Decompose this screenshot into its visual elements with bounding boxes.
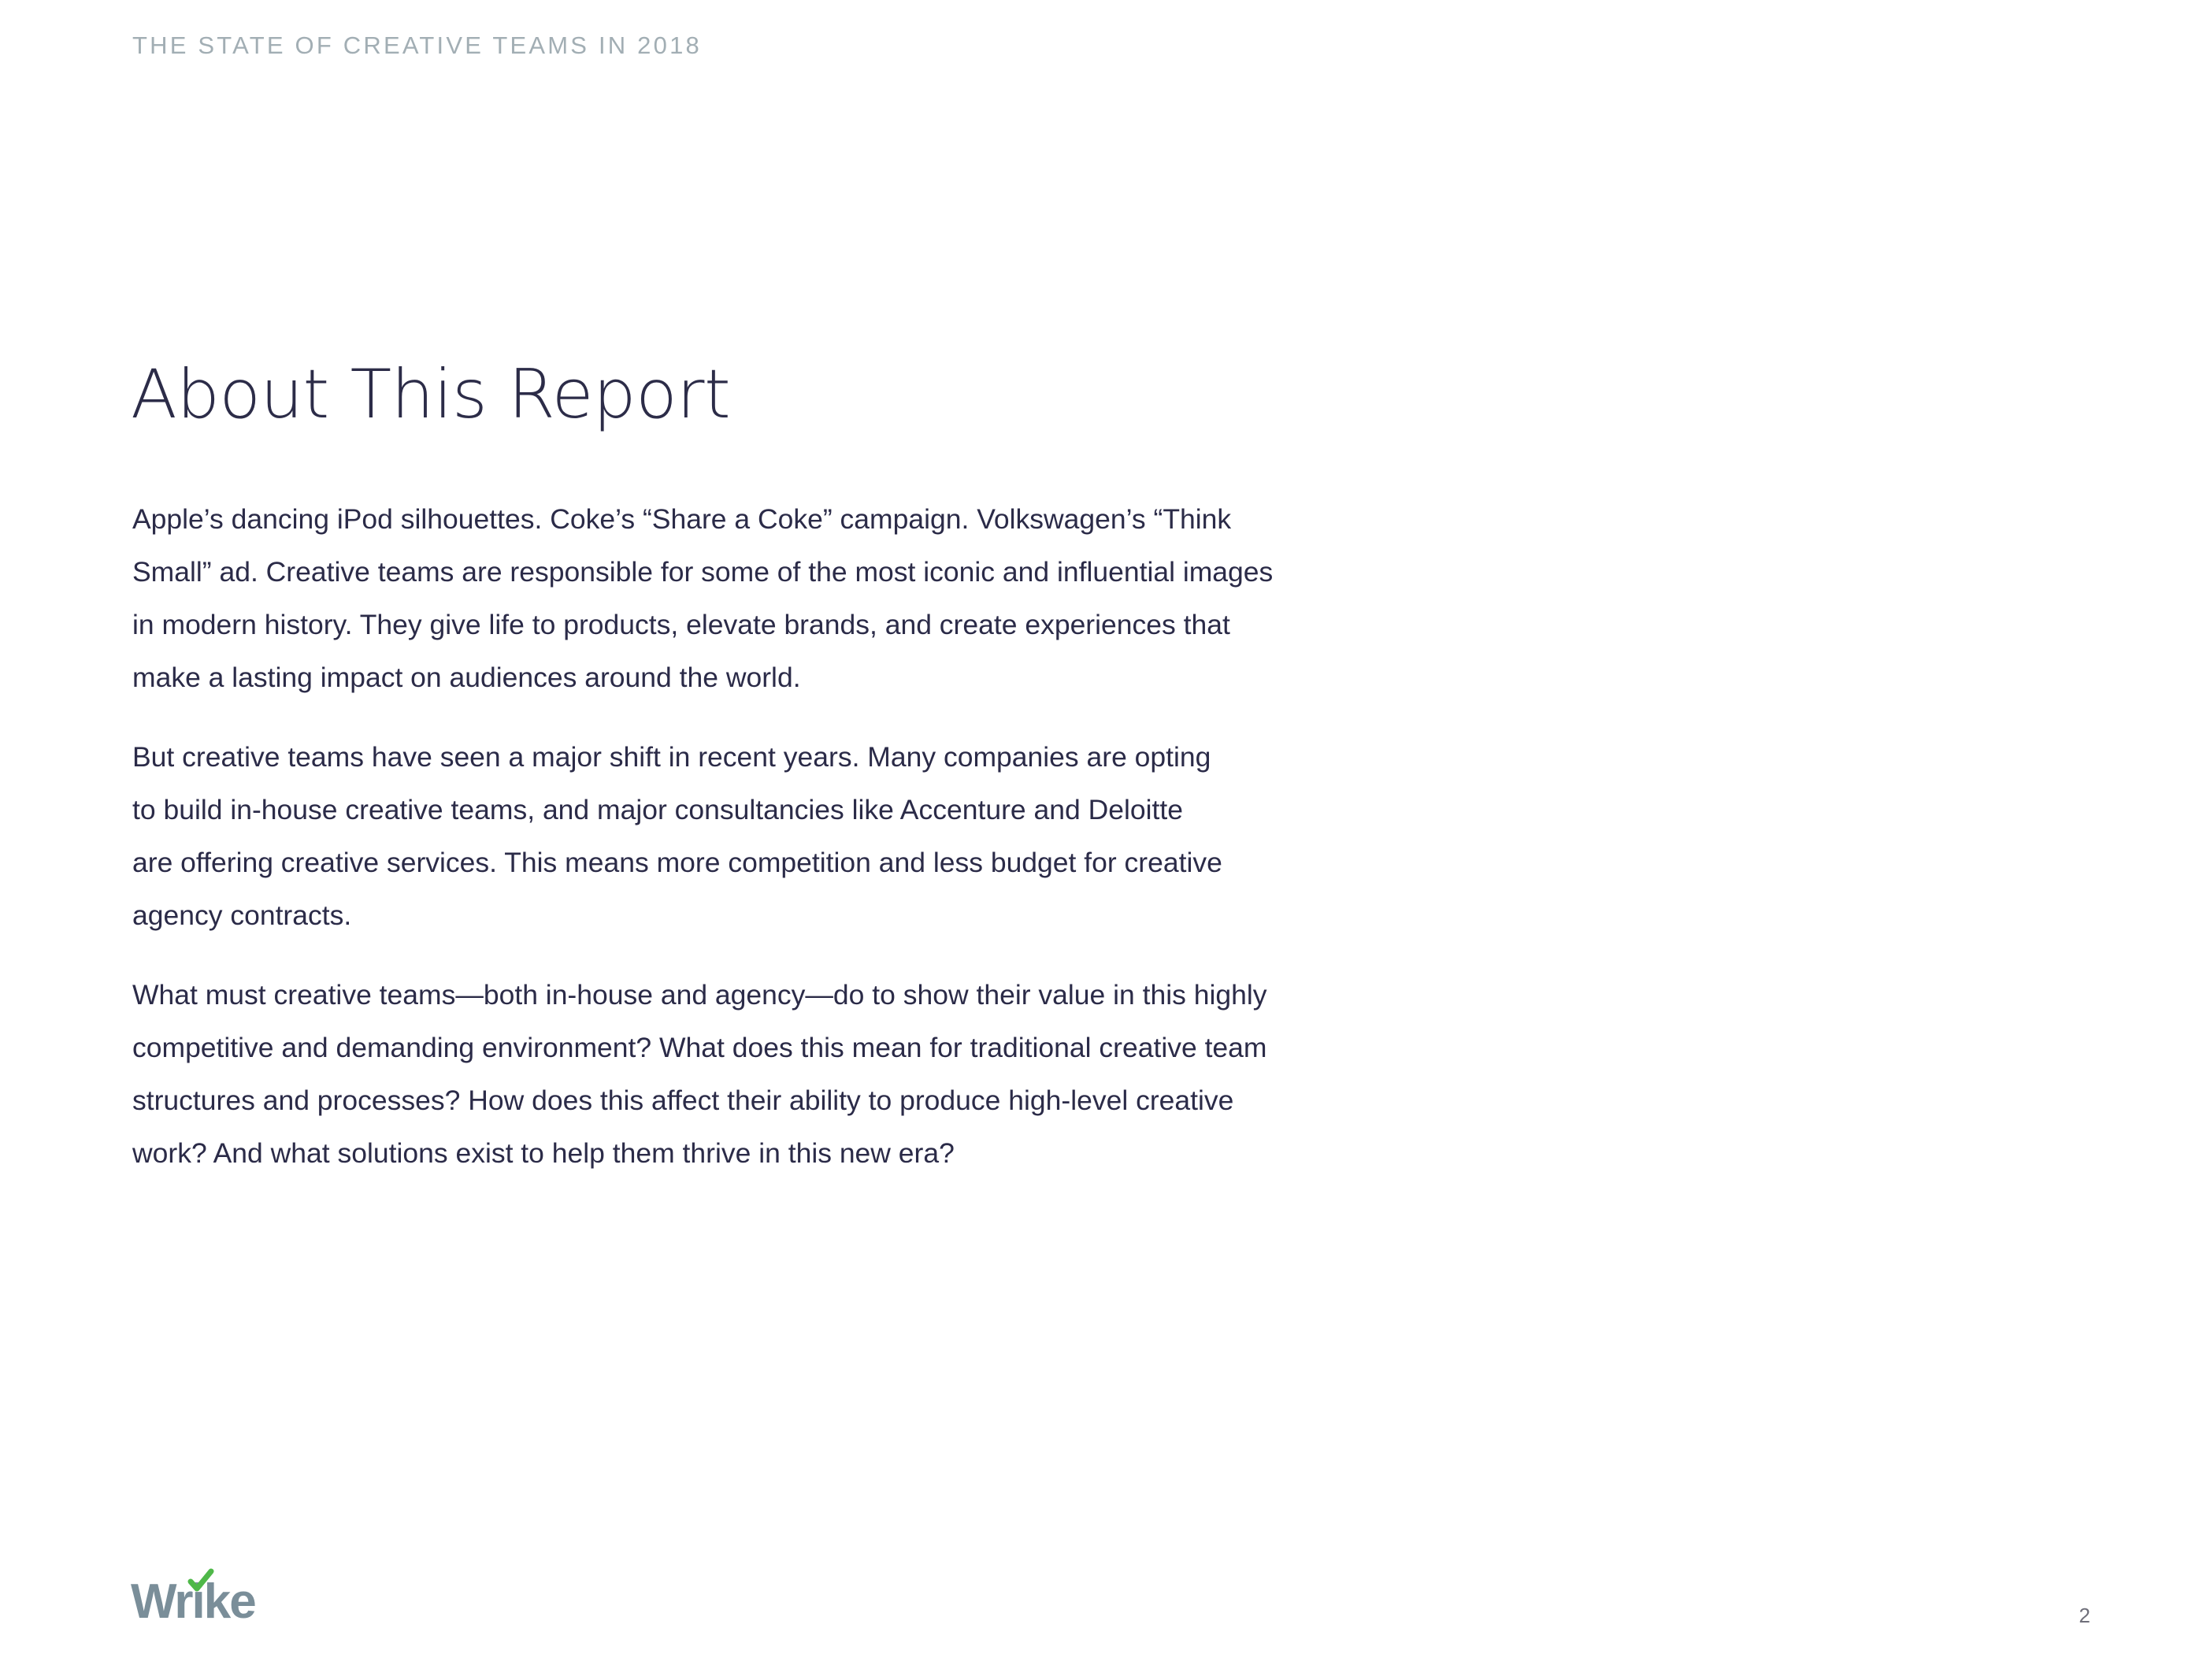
report-body — [132, 493, 1424, 1207]
paragraph-shift — [132, 731, 1424, 942]
paragraph-questions — [132, 969, 1424, 1180]
paragraph-line: structures and processes? How does this affect their ability to produce high-level creative — [132, 1085, 1234, 1116]
paragraph-line: work? And what solutions exist to help them thrive in this new era? — [132, 1137, 955, 1169]
wrike-wordmark: Wrike — [131, 1574, 255, 1624]
paragraph-line: are offering creative services. This means more competition and less budget for creative — [132, 847, 1222, 878]
paragraph-line: to build in-house creative teams, and major consultancies like Accenture and Deloitte — [132, 794, 1183, 825]
paragraph-line: But creative teams have seen a major shift in recent years. Many companies are opting — [132, 741, 1211, 773]
paragraph-line: competitive and demanding environment? What does this mean for traditional creative team — [132, 1032, 1267, 1063]
paragraph-line: agency contracts. — [132, 899, 352, 931]
wrike-logo — [131, 1567, 266, 1624]
paragraph-intro — [132, 493, 1424, 704]
page-number: 2 — [2079, 1604, 2090, 1627]
paragraph-line: in modern history. They give life to products, elevate brands, and create experiences that — [132, 609, 1230, 640]
wrike-logo-graphic — [131, 1567, 266, 1624]
paragraph-line: Apple’s dancing iPod silhouettes. Coke’s “Share a Coke” campaign. Volkswagen’s “Think — [132, 503, 1232, 535]
running-header: THE STATE OF CREATIVE TEAMS IN 2018 — [132, 32, 702, 59]
page-title: About This Report — [131, 355, 731, 434]
paragraph-line: What must creative teams—both in-house and agency—do to show their value in this highly — [132, 979, 1267, 1011]
paragraph-line: make a lasting impact on audiences around the world. — [132, 662, 801, 693]
paragraph-line: Small” ad. Creative teams are responsible for some of the most iconic and influential images — [132, 556, 1274, 588]
